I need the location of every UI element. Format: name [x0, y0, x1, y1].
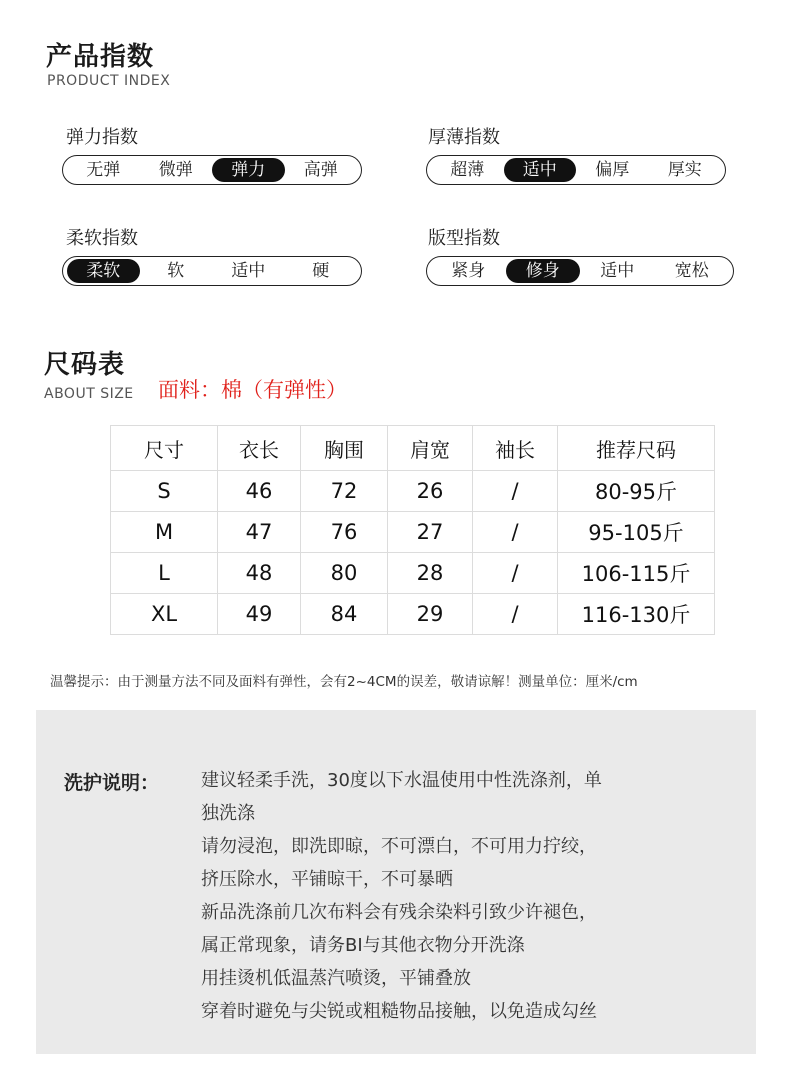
care-line: 建议轻柔手洗，30度以下水温使用中性洗涤剂，单: [201, 770, 602, 791]
size-chart-subtitle: ABOUT SIZE: [44, 386, 134, 402]
care-line: 属正常现象，请务BI与其他衣物分开洗涤: [201, 935, 525, 956]
fit-option: 适中: [600, 261, 635, 281]
thickness-scale: [426, 155, 726, 185]
column-header: 尺寸: [111, 426, 218, 471]
softness-option-selected: 柔软: [67, 259, 140, 283]
table-cell: 84: [301, 594, 388, 635]
table-header-row: [111, 426, 715, 471]
care-line: 独洗涤: [201, 803, 255, 824]
table-cell: M: [111, 512, 218, 553]
thickness-option-selected: 适中: [504, 158, 577, 182]
table-cell: S: [111, 471, 218, 512]
fit-option: 宽松: [674, 261, 709, 281]
table-row: [111, 553, 715, 594]
thickness-option: 偏厚: [595, 160, 630, 180]
elasticity-option: 微弹: [158, 160, 193, 180]
table-row: [111, 594, 715, 635]
table-cell: 46: [218, 471, 301, 512]
fit-scale: [426, 256, 734, 286]
column-header: 胸围: [301, 426, 388, 471]
thickness-index-label: 厚薄指数: [428, 127, 500, 148]
table-cell: 80: [301, 553, 388, 594]
softness-option: 硬: [312, 261, 330, 281]
fit-option: 紧身: [451, 261, 486, 281]
softness-scale: [62, 256, 362, 286]
table-cell: /: [473, 553, 558, 594]
product-index-title: 产品指数: [46, 42, 155, 72]
table-row: [111, 512, 715, 553]
column-header: 推荐尺码: [558, 426, 715, 471]
thickness-option: 厚实: [667, 160, 702, 180]
care-text: [201, 764, 701, 1028]
table-cell: 28: [388, 553, 473, 594]
elasticity-option: 无弹: [86, 160, 121, 180]
care-line: 挤压除水，平铺晾干，不可暴晒: [201, 869, 453, 890]
column-header: 袖长: [473, 426, 558, 471]
care-line: 新品洗涤前几次布料会有残余染料引致少许褪色，: [201, 902, 597, 923]
elasticity-option: 高弹: [303, 160, 338, 180]
table-cell: 80-95斤: [558, 471, 715, 512]
table-cell: L: [111, 553, 218, 594]
softness-option: 软: [167, 261, 185, 281]
thickness-option: 超薄: [450, 160, 485, 180]
elasticity-option-selected: 弹力: [212, 158, 285, 182]
table-cell: 76: [301, 512, 388, 553]
table-cell: 95-105斤: [558, 512, 715, 553]
column-header: 衣长: [218, 426, 301, 471]
table-cell: 26: [388, 471, 473, 512]
measurement-note: 温馨提示：由于测量方法不同及面料有弹性，会有2~4CM的误差，敬请谅解！测量单位：厘米/cm: [50, 674, 638, 690]
care-line: 请勿浸泡，即洗即晾，不可漂白，不可用力拧绞，: [201, 836, 597, 857]
product-index-subtitle: PRODUCT INDEX: [47, 73, 171, 89]
size-chart-title: 尺码表: [44, 350, 126, 380]
table-cell: 48: [218, 553, 301, 594]
fit-index-label: 版型指数: [428, 228, 500, 249]
softness-index-label: 柔软指数: [66, 228, 138, 249]
softness-option: 适中: [231, 261, 266, 281]
fit-option-selected: 修身: [506, 259, 581, 283]
care-line: 穿着时避免与尖锐或粗糙物品接触，以免造成勾丝: [201, 1001, 597, 1022]
table-cell: /: [473, 471, 558, 512]
table-cell: 72: [301, 471, 388, 512]
fabric-info: 面料：棉（有弹性）: [158, 378, 347, 402]
table-cell: 106-115斤: [558, 553, 715, 594]
care-title: 洗护说明：: [64, 772, 160, 794]
table-row: [111, 471, 715, 512]
care-line: 用挂烫机低温蒸汽喷烫，平铺叠放: [201, 968, 471, 989]
table-cell: 27: [388, 512, 473, 553]
elasticity-scale: [62, 155, 362, 185]
table-cell: /: [473, 594, 558, 635]
elasticity-index-label: 弹力指数: [66, 127, 138, 148]
table-cell: 47: [218, 512, 301, 553]
table-cell: 116-130斤: [558, 594, 715, 635]
column-header: 肩宽: [388, 426, 473, 471]
size-table: [110, 425, 715, 635]
care-instructions-panel: [36, 710, 756, 1054]
table-cell: /: [473, 512, 558, 553]
table-cell: XL: [111, 594, 218, 635]
table-cell: 29: [388, 594, 473, 635]
table-cell: 49: [218, 594, 301, 635]
